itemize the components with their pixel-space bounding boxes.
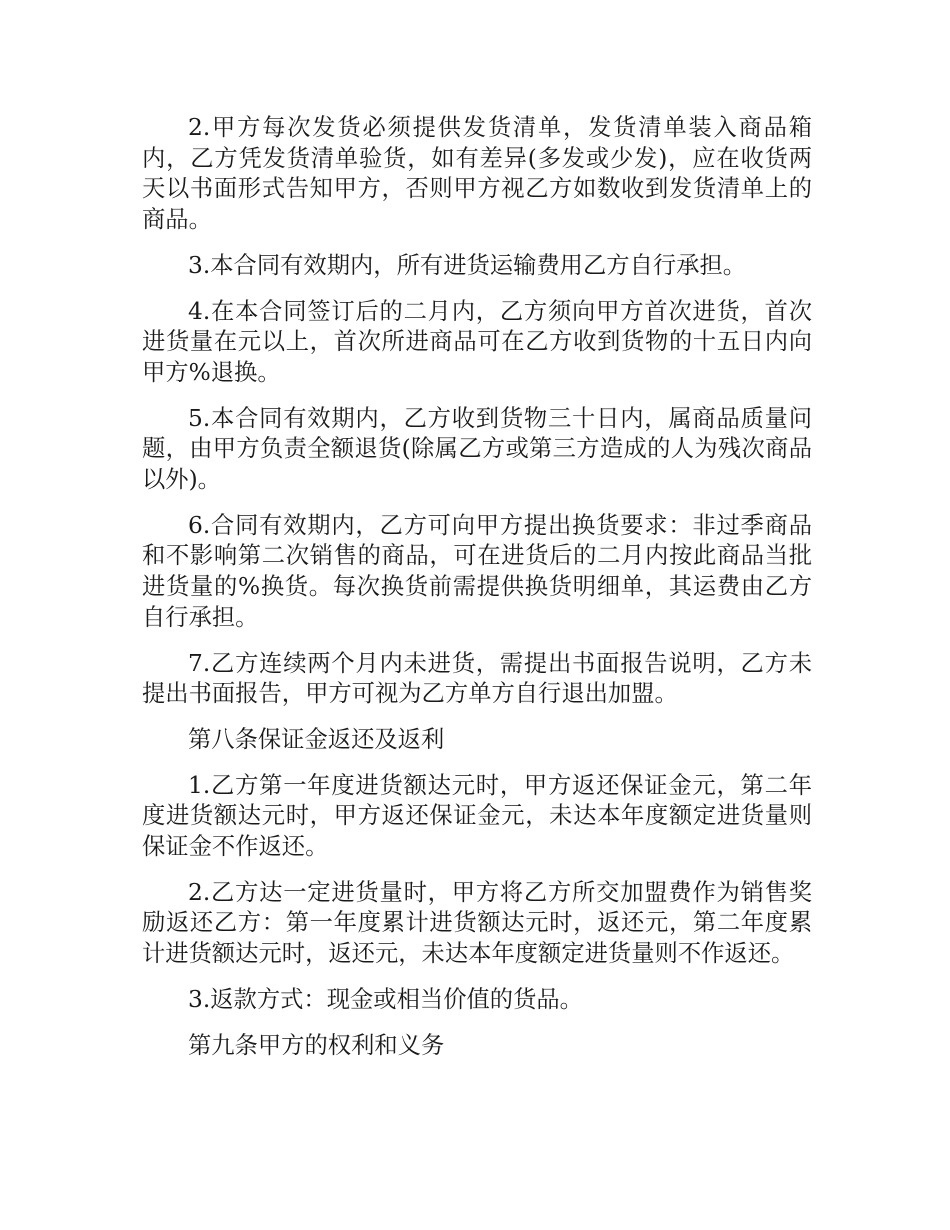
clause-3-shipping-cost: 3.本合同有效期内，所有进货运输费用乙方自行承担。 (188, 251, 747, 279)
clause-2-delivery-list: 2.甲方每次发货必须提供发货清单，发货清单装入商品箱内，乙方凭发货清单验货，如有差异(多发或少发)，应在收货两天以书面形式告知甲方，否则甲方视乙方如数收到发货清单上的商品。 (142, 114, 812, 234)
clause-4-first-order: 4.在本合同签订后的二月内，乙方须向甲方首次进货，首次进货量在元以上，首次所进商品可在乙方收到货物的十五日内向甲方%退换。 (142, 297, 812, 386)
section-heading-article-8: 第八条保证金返还及返利 (188, 725, 445, 753)
clause-5-quality-return: 5.本合同有效期内，乙方收到货物三十日内，属商品质量问题，由甲方负责全额退货(除属乙方或第三方造成的人为残次商品以外)。 (142, 404, 812, 494)
article-8-clause-2-rebate: 2.乙方达一定进货量时，甲方将乙方所交加盟费作为销售奖励返还乙方：第一年度累计进货额达元时，返还元，第二年度累计进货额达元时，返还元，未达本年度额定进货量则不作返还。 (142, 878, 812, 968)
section-heading-article-9: 第九条甲方的权利和义务 (188, 1031, 445, 1059)
article-8-clause-1-deposit-return: 1.乙方第一年度进货额达元时，甲方返还保证金元，第二年度进货额达元时，甲方返还保证金元，未达本年度额定进货量则保证金不作返还。 (142, 771, 812, 861)
article-8-clause-3-payment-method: 3.返款方式：现金或相当价值的货品。 (188, 985, 583, 1013)
clause-6-exchange: 6.合同有效期内，乙方可向甲方提出换货要求：非过季商品和不影响第二次销售的商品，可在进货后的二月内按此商品当批进货量的%换货。每次换货前需提供换货明细单，其运费由乙方自行承担。 (142, 511, 812, 631)
clause-7-no-orders: 7.乙方连续两个月内未进货，需提出书面报告说明，乙方未提出书面报告，甲方可视为乙方单方自行退出加盟。 (142, 649, 812, 708)
document-page (142, 113, 812, 1076)
